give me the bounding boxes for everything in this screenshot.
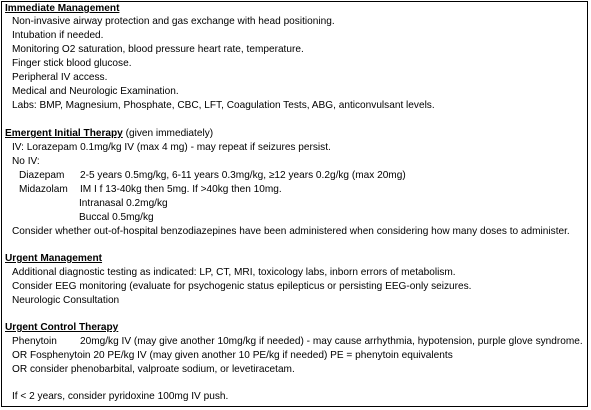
phenytoin-dose: 20mg/kg IV (may give another 10mg/kg if needed) - may cause arrhythmia, hypotension, purple glove syndrome. [80,336,583,347]
immediate-item: Medical and Neurologic Examination. [12,86,179,97]
immediate-management-heading: Immediate Management [5,3,120,14]
urgent-item: Additional diagnostic testing as indicated: LP, CT, MRI, toxicology labs, inborn errors of metabolism. [12,267,456,278]
emergent-initial-therapy-heading: Emergent Initial Therapy [5,128,123,139]
urgent-management-heading: Urgent Management [5,253,103,264]
benzodiazepine-consideration: Consider whether out-of-hospital benzodiazepines have been administered when considering how many doses to administer. [12,226,570,237]
immediate-item: Peripheral IV access. [12,72,108,83]
immediate-item: Monitoring O2 saturation, blood pressure heart rate, temperature. [12,44,304,55]
midazolam-buccal: Buccal 0.5mg/kg [79,212,154,223]
immediate-item: Finger stick blood glucose. [12,58,132,69]
midazolam-dose: IM I f 13-40kg then 5mg. If >40kg then 10mg. [80,184,282,195]
emergent-heading-note: (given immediately) [122,128,214,139]
midazolam-intranasal: Intranasal 0.2mg/kg [79,198,168,209]
no-iv-label: No IV: [12,156,40,167]
treatment-protocol-panel [1,1,588,407]
pyridoxine-line: If < 2 years, consider pyridoxine 100mg IV push. [12,391,229,402]
urgent-control-therapy-heading: Urgent Control Therapy [5,322,119,333]
immediate-item: Intubation if needed. [12,30,104,41]
fosphenytoin-line: OR Fosphenytoin 20 PE/kg IV (may given another 10 PE/kg if needed) PE = phenytoin equivalents [12,350,453,361]
midazolam-label: Midazolam [19,184,68,195]
diazepam-label: Diazepam [19,170,65,181]
iv-lorazepam-line: IV: Lorazepam 0.1mg/kg IV (max 4 mg) - may repeat if seizures persist. [12,142,331,153]
immediate-item: Labs: BMP, Magnesium, Phosphate, CBC, LFT, Coagulation Tests, ABG, anticonvulsant levels. [12,100,435,111]
urgent-item: Consider EEG monitoring (evaluate for psychogenic status epilepticus or persisting EEG-only seizures. [12,281,472,292]
emergent-heading-line [5,128,213,140]
urgent-item: Neurologic Consultation [12,295,120,306]
diazepam-dose: 2-5 years 0.5mg/kg, 6-11 years 0.3mg/kg, ≥12 years 0.2g/kg (max 20mg) [80,170,406,181]
phenytoin-label: Phenytoin [12,336,57,347]
immediate-item: Non-invasive airway protection and gas exchange with head positioning. [12,16,335,27]
alternative-agents-line: OR consider phenobarbital, valproate sodium, or levetiracetam. [12,364,295,375]
